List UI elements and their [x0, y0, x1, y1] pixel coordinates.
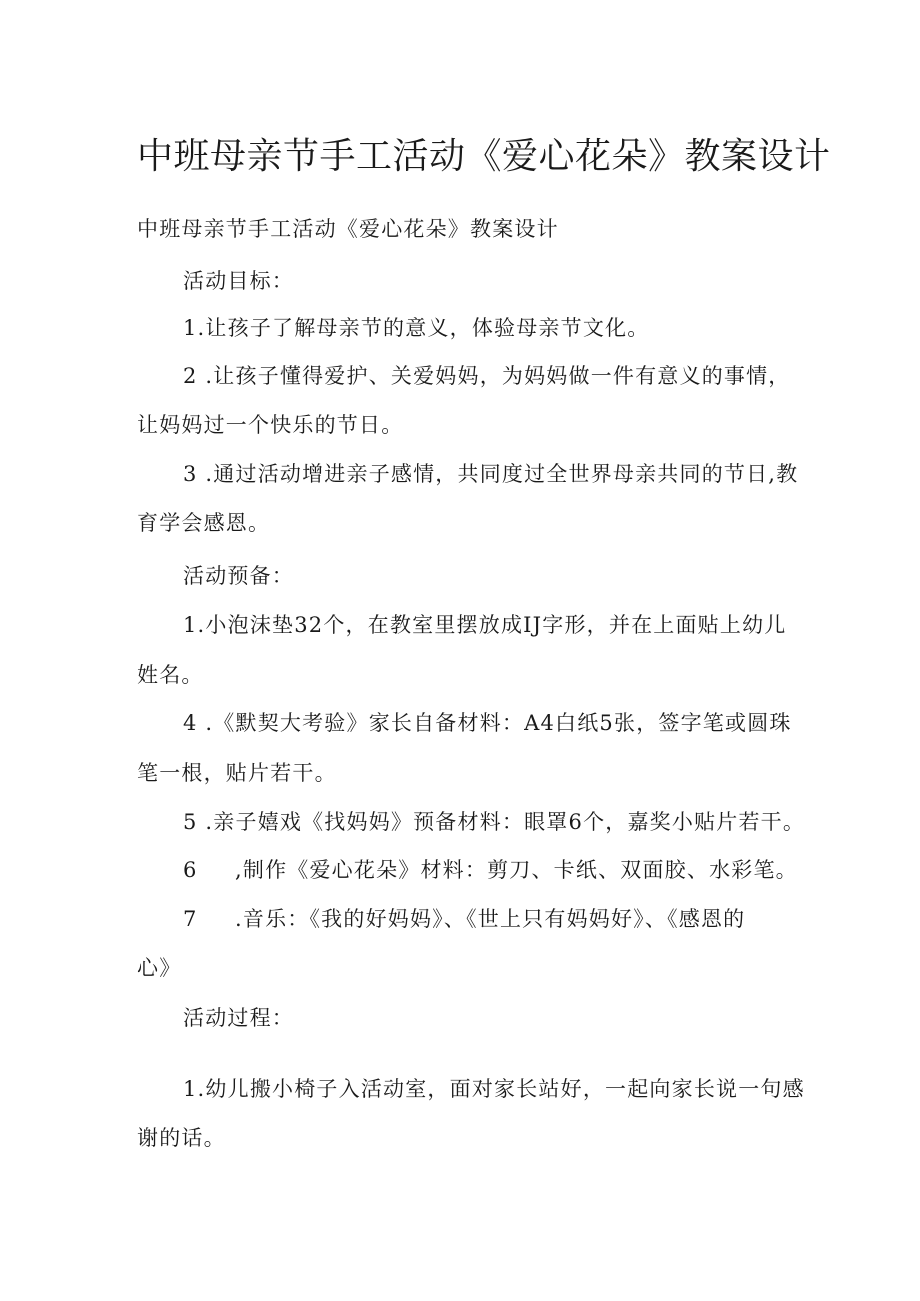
document-title: 中班母亲节手工活动《爱心花朵》教案设计	[137, 136, 831, 177]
document-subtitle: 中班母亲节手工活动《爱心花朵》教案设计	[137, 217, 559, 241]
process-heading: 活动过程：	[183, 1006, 294, 1030]
process-item-1-continued: 谢的话。	[137, 1126, 226, 1150]
goal-item-3: 3 .通过活动增进亲子感情，共同度过全世界母亲共同的节日,教	[183, 462, 799, 486]
process-item-1: 1.幼儿搬小椅子入活动室，面对家长站好，一起向家长说一句感	[183, 1077, 805, 1101]
prep-item-4-continued: 笔一根，贴片若干。	[137, 761, 337, 785]
prep-item-7-continued: 心》	[137, 956, 182, 980]
goal-item-1: 1.让孩子了解母亲节的意义，体验母亲节文化。	[183, 316, 650, 340]
prep-item-6-text: ,制作《爱心花朵》材料：剪刀、卡纸、双面胶、水彩笔。	[235, 858, 798, 882]
prep-item-4: 4 .《默契大考验》家长自备材料：A4白纸5张，签字笔或圆珠	[183, 711, 792, 735]
prep-item-7-number: 7	[183, 907, 198, 931]
goal-item-3-continued: 育学会感恩。	[137, 511, 271, 535]
goal-item-2-continued: 让妈妈过一个快乐的节日。	[137, 413, 404, 437]
prep-item-1-continued: 姓名。	[137, 663, 204, 687]
goal-item-2: 2 .让孩子懂得爱护、关爱妈妈，为妈妈做一件有意义的事情，	[183, 364, 791, 388]
prep-item-1: 1.小泡沫垫32个，在教室里摆放成IJ字形，并在上面贴上幼儿	[183, 613, 787, 637]
prep-item-7	[183, 904, 745, 934]
prep-heading: 活动预备：	[183, 564, 294, 588]
prep-item-7-text: .音乐：《我的好妈妈》、《世上只有妈妈好》、《感恩的	[235, 907, 746, 931]
prep-item-6-number: 6	[183, 858, 198, 882]
goals-heading: 活动目标：	[183, 269, 294, 293]
prep-item-6	[183, 855, 798, 885]
prep-item-5: 5 .亲子嬉戏《找妈妈》预备材料：眼罩6个，嘉奖小贴片若干。	[183, 810, 806, 834]
